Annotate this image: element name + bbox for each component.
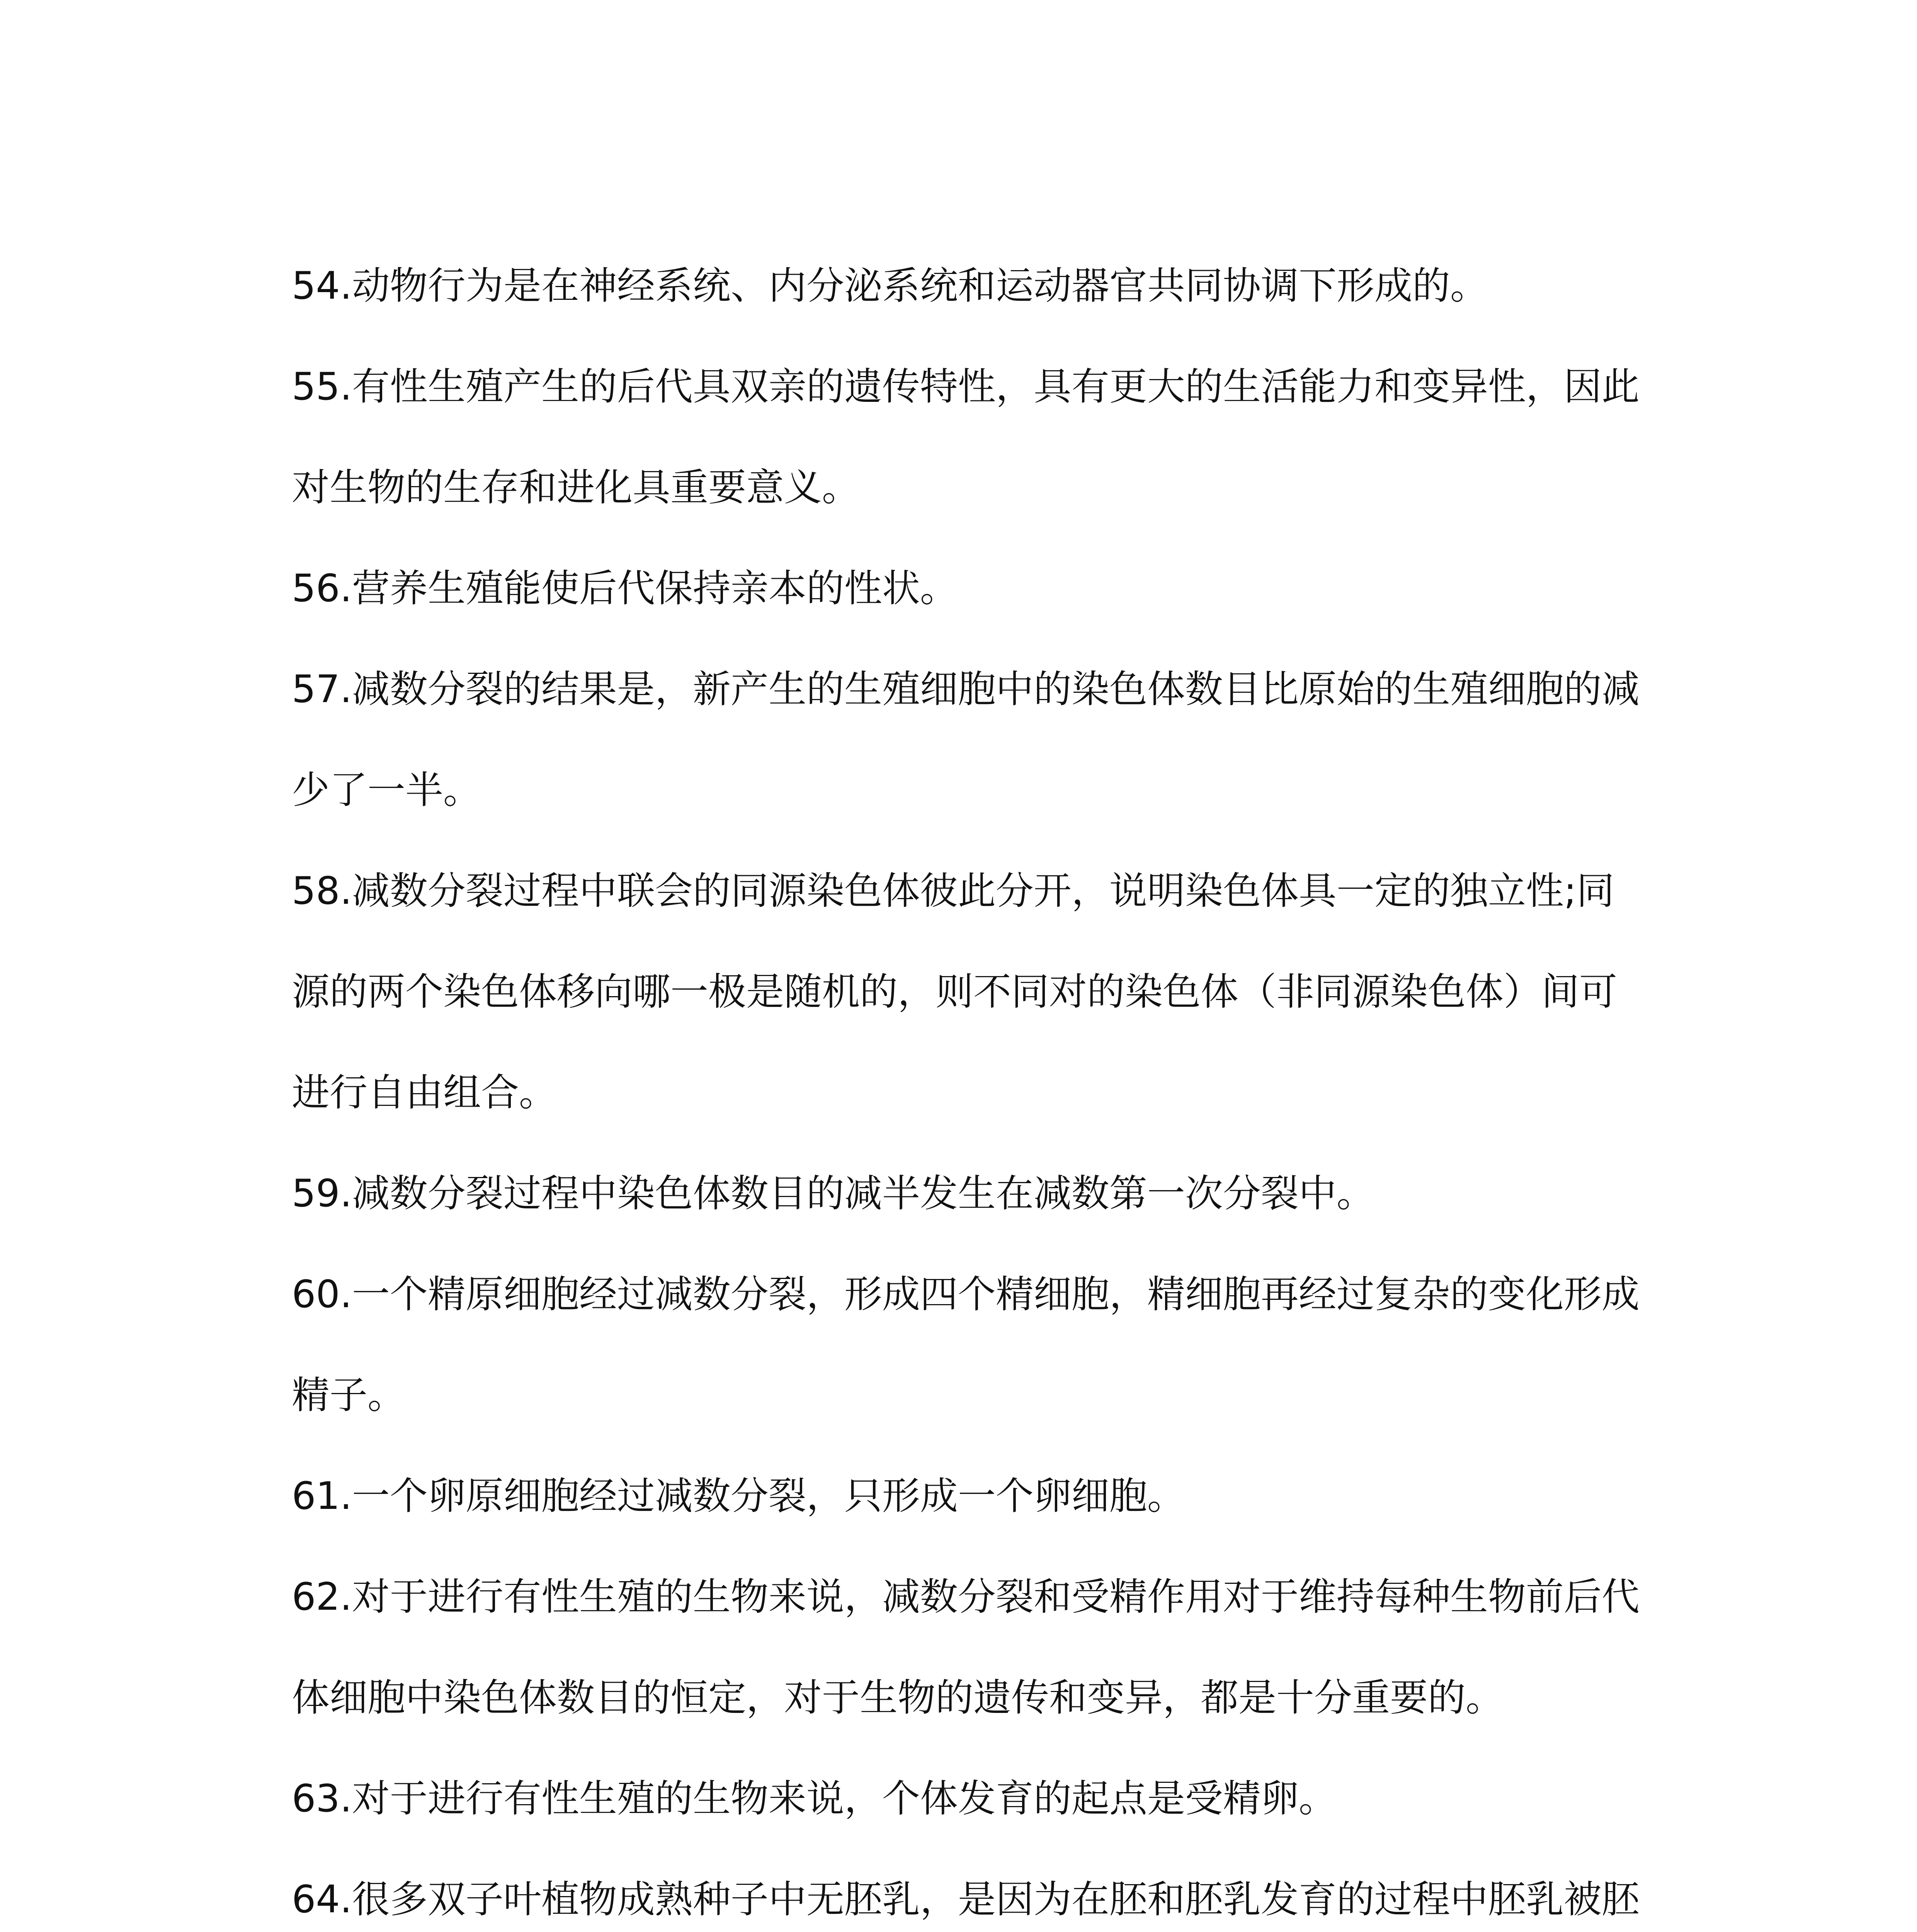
list-item: 57.减数分裂的结果是，新产生的生殖细胞中的染色体数目比原始的生殖细胞的减少了一半。 — [292, 667, 1640, 812]
document-body — [292, 236, 1644, 1932]
list-item: 59.减数分裂过程中染色体数目的减半发生在减数第一次分裂中。 — [292, 1172, 1374, 1216]
list-item: 64.很多双子叶植物成熟种子中无胚乳，是因为在胚和胚乳发育的过程中胚乳被胚 — [292, 1878, 1640, 1922]
list-item: 58.减数分裂过程中联会的同源染色体彼此分开，说明染色体具一定的独立性;同源的两个染色体移向哪一极是随机的，则不同对的染色体（非同源染色体）间可进行自由组合。 — [292, 869, 1618, 1115]
list-item: 62.对于进行有性生殖的生物来说，减数分裂和受精作用对于维持每种生物前后代体细胞中染色体数目的恒定，对于生物的遗传和变异，都是十分重要的。 — [292, 1575, 1640, 1720]
list-item: 63.对于进行有性生殖的生物来说，个体发育的起点是受精卵。 — [292, 1777, 1337, 1821]
list-item: 55.有性生殖产生的后代具双亲的遗传特性，具有更大的生活能力和变异性，因此对生物的生存和进化具重要意义。 — [292, 365, 1640, 510]
list-item: 61.一个卵原细胞经过减数分裂，只形成一个卵细胞。 — [292, 1474, 1185, 1518]
list-item: 60.一个精原细胞经过减数分裂，形成四个精细胞，精细胞再经过复杂的变化形成精子。 — [292, 1272, 1640, 1417]
list-item: 56.营养生殖能使后代保持亲本的性状。 — [292, 566, 958, 611]
list-item: 54.动物行为是在神经系统、内分泌系统和运动器官共同协调下形成的。 — [292, 264, 1488, 308]
